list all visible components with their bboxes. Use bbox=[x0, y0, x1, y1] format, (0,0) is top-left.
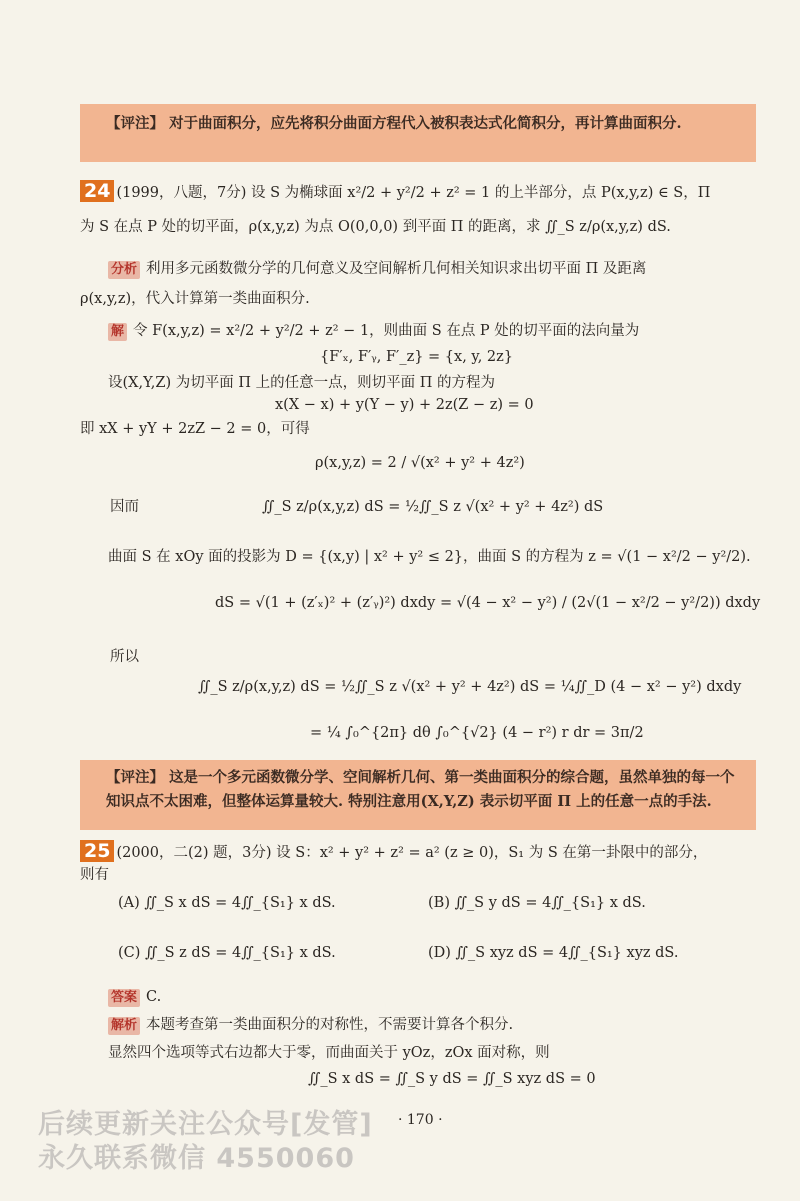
explain-tag: 解析 bbox=[108, 1017, 140, 1035]
q24-line2: 为 S 在点 P 处的切平面，ρ(x,y,z) 为点 O(0,0,0) 到平面 Π 的距离，求 ∬_S z/ρ(x,y,z) dS. bbox=[80, 219, 671, 235]
watermark-line-1: 后续更新关注公众号[发管] bbox=[38, 1109, 373, 1140]
q24-solution-1 bbox=[108, 320, 639, 342]
mid-note-band bbox=[80, 760, 756, 830]
option-d: (D) ∬_S xyz dS = 4∬_{S₁} xyz dS. bbox=[428, 945, 679, 961]
eq-rho: ρ(x,y,z) = 2 / √(x² + y² + 4z²) bbox=[315, 455, 525, 471]
top-note-band bbox=[80, 104, 756, 162]
q25-text-1: (2000，二(2) 题，3分) 设 S：x² + y² + z² = a² (z ≥ 0)，S₁ 为 S 在第一卦限中的部分， bbox=[116, 845, 708, 861]
solution-tag: 解 bbox=[108, 323, 127, 341]
mid-note-text: 这是一个多元函数微分学、空间解析几何、第一类曲面积分的综合题，虽然单独的每一个知识点不太困难，但整体运算量较大. 特别注意用(X,Y,Z) 表示切平面 Π 上的任意一点的手法. bbox=[106, 769, 735, 810]
top-note bbox=[80, 104, 756, 136]
option-b: (B) ∬_S y dS = 4∬_{S₁} x dS. bbox=[428, 895, 646, 911]
mid-note-label: 【评注】 bbox=[106, 769, 164, 786]
explain-text-1: 本题考查第一类曲面积分的对称性，不需要计算各个积分. bbox=[146, 1017, 514, 1033]
q24-solution-6-label: 所以 bbox=[110, 649, 139, 665]
eq-symmetry: ∬_S x dS = ∬_S y dS = ∬_S xyz dS = 0 bbox=[308, 1071, 596, 1087]
analysis-text-1: 利用多元函数微分学的几何意义及空间解析几何相关知识求出切平面 Π 及距离 bbox=[146, 261, 647, 277]
mid-note bbox=[80, 760, 756, 814]
q25-line2: 则有 bbox=[80, 867, 109, 883]
q24-analysis-1 bbox=[108, 258, 646, 280]
q24-solution-5: 曲面 S 在 xOy 面的投影为 D = {(x,y) | x² + y² ≤ 2}，曲面 S 的方程为 z = √(1 − x²/2 − y²/2). bbox=[108, 549, 751, 565]
q24-line1 bbox=[80, 180, 760, 204]
watermark-line-2: 永久联系微信 4550060 bbox=[38, 1143, 355, 1174]
q25-explain-1 bbox=[108, 1014, 513, 1036]
q24-solution-2: 设(X,Y,Z) 为切平面 Π 上的任意一点，则切平面 Π 的方程为 bbox=[108, 375, 495, 391]
page-number: · 170 · bbox=[398, 1112, 443, 1128]
q24-number: 24 bbox=[80, 180, 114, 202]
eq-normal: {F′ₓ, F′ᵧ, F′_z} = {x, y, 2z} bbox=[320, 349, 514, 365]
q25-line1 bbox=[80, 840, 770, 864]
option-a: (A) ∬_S x dS = 4∬_{S₁} x dS. bbox=[118, 895, 336, 911]
top-note-label: 【评注】 bbox=[106, 115, 164, 132]
top-note-text: 对于曲面积分，应先将积分曲面方程代入被积表达式化简积分，再计算曲面积分. bbox=[169, 115, 682, 132]
answer-tag: 答案 bbox=[108, 989, 140, 1007]
answer-text: C. bbox=[146, 989, 162, 1005]
q25-explain-2: 显然四个选项等式右边都大于零，而曲面关于 yOz，zOx 面对称，则 bbox=[108, 1045, 550, 1061]
eq-integral-1: ∬_S z/ρ(x,y,z) dS = ½∬_S z √(x² + y² + 4z²) dS bbox=[262, 499, 604, 515]
q24-text-1: (1999，八题，7分) 设 S 为椭球面 x²/2 + y²/2 + z² = 1 的上半部分，点 P(x,y,z) ∈ S，Π bbox=[116, 185, 711, 201]
option-c: (C) ∬_S z dS = 4∬_{S₁} x dS. bbox=[118, 945, 336, 961]
solution-text-1: 令 F(x,y,z) = x²/2 + y²/2 + z² − 1，则曲面 S 在点 P 处的切平面的法向量为 bbox=[133, 323, 640, 339]
q24-solution-4-label: 因而 bbox=[110, 499, 139, 515]
q24-analysis-2: ρ(x,y,z)，代入计算第一类曲面积分. bbox=[80, 291, 310, 307]
q25-answer bbox=[108, 986, 161, 1008]
eq-ds: dS = √(1 + (z′ₓ)² + (z′ᵧ)²) dxdy = √(4 − x² − y²) / (2√(1 − x²/2 − y²/2)) dxdy bbox=[215, 595, 761, 611]
eq-final-1: ∬_S z/ρ(x,y,z) dS = ½∬_S z √(x² + y² + 4z²) dS = ¼∬_D (4 − x² − y²) dxdy bbox=[198, 679, 742, 695]
analysis-tag: 分析 bbox=[108, 261, 140, 279]
eq-final-2: = ¼ ∫₀^{2π} dθ ∫₀^{√2} (4 − r²) r dr = 3π/2 bbox=[310, 725, 644, 741]
eq-plane: x(X − x) + y(Y − y) + 2z(Z − z) = 0 bbox=[275, 397, 534, 413]
q24-solution-3: 即 xX + yY + 2zZ − 2 = 0，可得 bbox=[80, 421, 310, 437]
q25-number: 25 bbox=[80, 840, 114, 862]
